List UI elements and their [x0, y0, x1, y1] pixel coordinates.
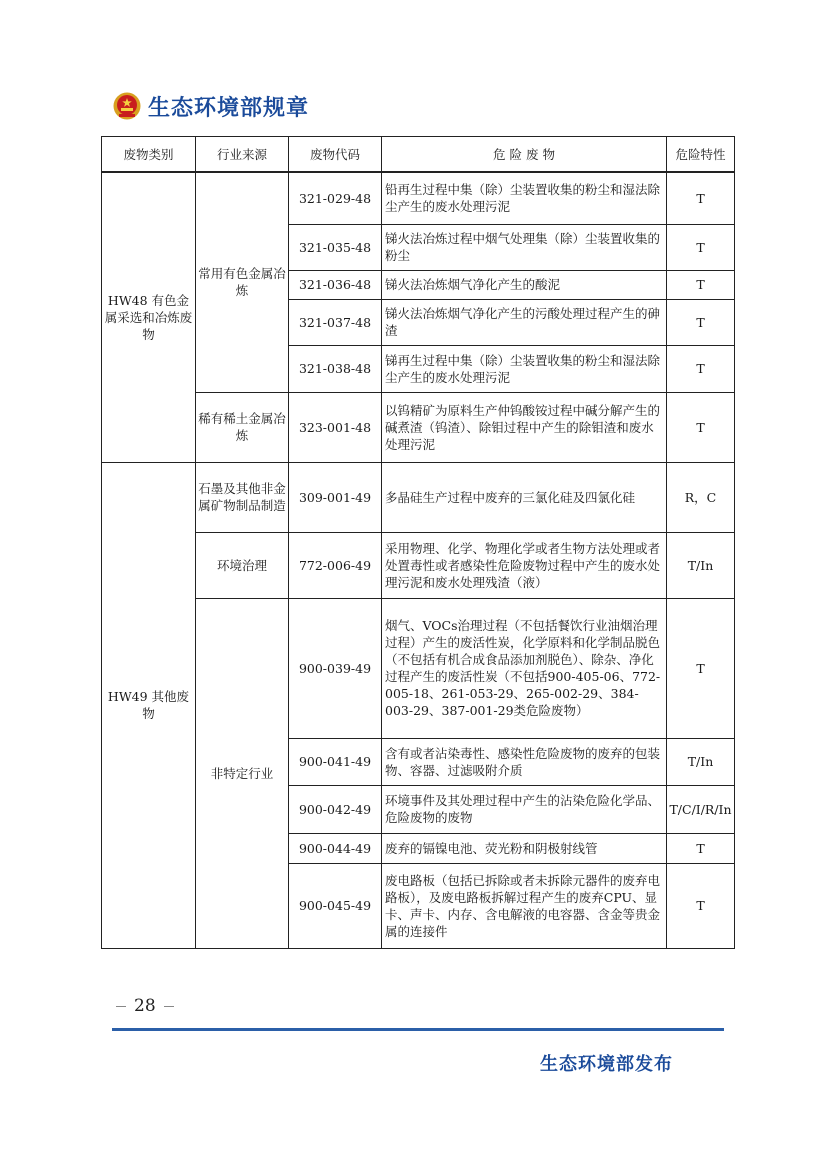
waste-description: 锑火法冶炼烟气净化产生的污酸处理过程产生的砷渣: [382, 299, 667, 345]
hazard-property: T/In: [667, 532, 735, 598]
hazard-property: T: [667, 598, 735, 738]
divider: [116, 1006, 126, 1007]
hazard-property: T: [667, 172, 735, 224]
waste-code: 321-035-48: [289, 224, 382, 270]
waste-description: 废弃的镉镍电池、荧光粉和阴极射线管: [382, 833, 667, 863]
header-waste-category: 废物类别: [102, 137, 196, 173]
waste-code: 321-036-48: [289, 270, 382, 299]
hazard-property: T: [667, 224, 735, 270]
divider: [164, 1006, 174, 1007]
footer-divider: [112, 1028, 724, 1031]
source-cell: 环境治理: [196, 532, 289, 598]
header-industry-source: 行业来源: [196, 137, 289, 173]
table-row: [102, 172, 735, 224]
hazard-property: T: [667, 863, 735, 948]
hazardous-waste-table: [101, 136, 735, 949]
source-cell: 常用有色金属冶炼: [196, 172, 289, 392]
waste-description: 铅再生过程中集（除）尘装置收集的粉尘和湿法除尘产生的废水处理污泥: [382, 172, 667, 224]
waste-description: 多晶硅生产过程中废弃的三氯化硅及四氯化硅: [382, 462, 667, 532]
waste-description: 锑火法冶炼烟气净化产生的酸泥: [382, 270, 667, 299]
waste-description: 废电路板（包括已拆除或者未拆除元器件的废弃电路板），及废电路板拆解过程产生的废弃CPU、显卡、声卡、内存、含电解液的电容器、含金等贵金属的连接件: [382, 863, 667, 948]
waste-description: 含有或者沾染毒性、感染性危险废物的废弃的包装物、容器、过滤吸附介质: [382, 738, 667, 785]
waste-code: 321-029-48: [289, 172, 382, 224]
hazard-property: T: [667, 392, 735, 462]
hazard-property: T: [667, 833, 735, 863]
table-row: [102, 392, 735, 462]
waste-code: 900-041-49: [289, 738, 382, 785]
source-cell: 非特定行业: [196, 598, 289, 948]
page-number-block: [108, 996, 182, 1016]
waste-description: 锑再生过程中集（除）尘装置收集的粉尘和湿法除尘产生的废水处理污泥: [382, 345, 667, 392]
national-emblem-icon: [112, 91, 142, 121]
category-cell: HW49 其他废物: [102, 462, 196, 948]
header-waste-code: 废物代码: [289, 137, 382, 173]
page-header: [112, 88, 309, 124]
header-hazardous-waste: 危 险 废 物: [382, 137, 667, 173]
waste-code: 772-006-49: [289, 532, 382, 598]
waste-description: 锑火法冶炼过程中烟气处理集（除）尘装置收集的粉尘: [382, 224, 667, 270]
hazard-property: R，C: [667, 462, 735, 532]
table-row: [102, 462, 735, 532]
table-row: [102, 532, 735, 598]
table-header-row: [102, 137, 735, 173]
hazard-property: T: [667, 299, 735, 345]
waste-code: 900-044-49: [289, 833, 382, 863]
waste-description: 采用物理、化学、物理化学或者生物方法处理或者处置毒性或者感染性危险废物过程中产生的废水处理污泥和废水处理残渣（液）: [382, 532, 667, 598]
hazard-property: T: [667, 270, 735, 299]
source-cell: 石墨及其他非金属矿物制品制造: [196, 462, 289, 532]
waste-description: 环境事件及其处理过程中产生的沾染危险化学品、危险废物的废物: [382, 785, 667, 833]
hazard-property: T/C/I/R/In: [667, 785, 735, 833]
waste-description: 烟气、VOCs治理过程（不包括餐饮行业油烟治理过程）产生的废活性炭，化学原料和化学制品脱色（不包括有机合成食品添加剂脱色）、除杂、净化过程产生的废活性炭（不包括900-405-06、772-005-18、261-053-29、265-002-29、384-003-29、387-001-29类危险废物）: [382, 598, 667, 738]
hazard-property: T: [667, 345, 735, 392]
waste-description: 以钨精矿为原料生产仲钨酸铵过程中碱分解产生的碱煮渣（钨渣）、除钼过程中产生的除钼渣和废水处理污泥: [382, 392, 667, 462]
waste-code: 321-038-48: [289, 345, 382, 392]
source-cell: 稀有稀土金属冶炼: [196, 392, 289, 462]
waste-code: 321-037-48: [289, 299, 382, 345]
footer-publisher: 生态环境部发布: [540, 1054, 673, 1075]
hazard-property: T/In: [667, 738, 735, 785]
category-cell: HW48 有色金属采选和冶炼废物: [102, 172, 196, 462]
waste-code: 323-001-48: [289, 392, 382, 462]
waste-code: 900-039-49: [289, 598, 382, 738]
table-row: [102, 598, 735, 738]
waste-code: 309-001-49: [289, 462, 382, 532]
page-number: 28: [134, 996, 156, 1016]
header-hazard-property: 危险特性: [667, 137, 735, 173]
waste-code: 900-045-49: [289, 863, 382, 948]
page-title: 生态环境部规章: [148, 95, 310, 121]
waste-code: 900-042-49: [289, 785, 382, 833]
